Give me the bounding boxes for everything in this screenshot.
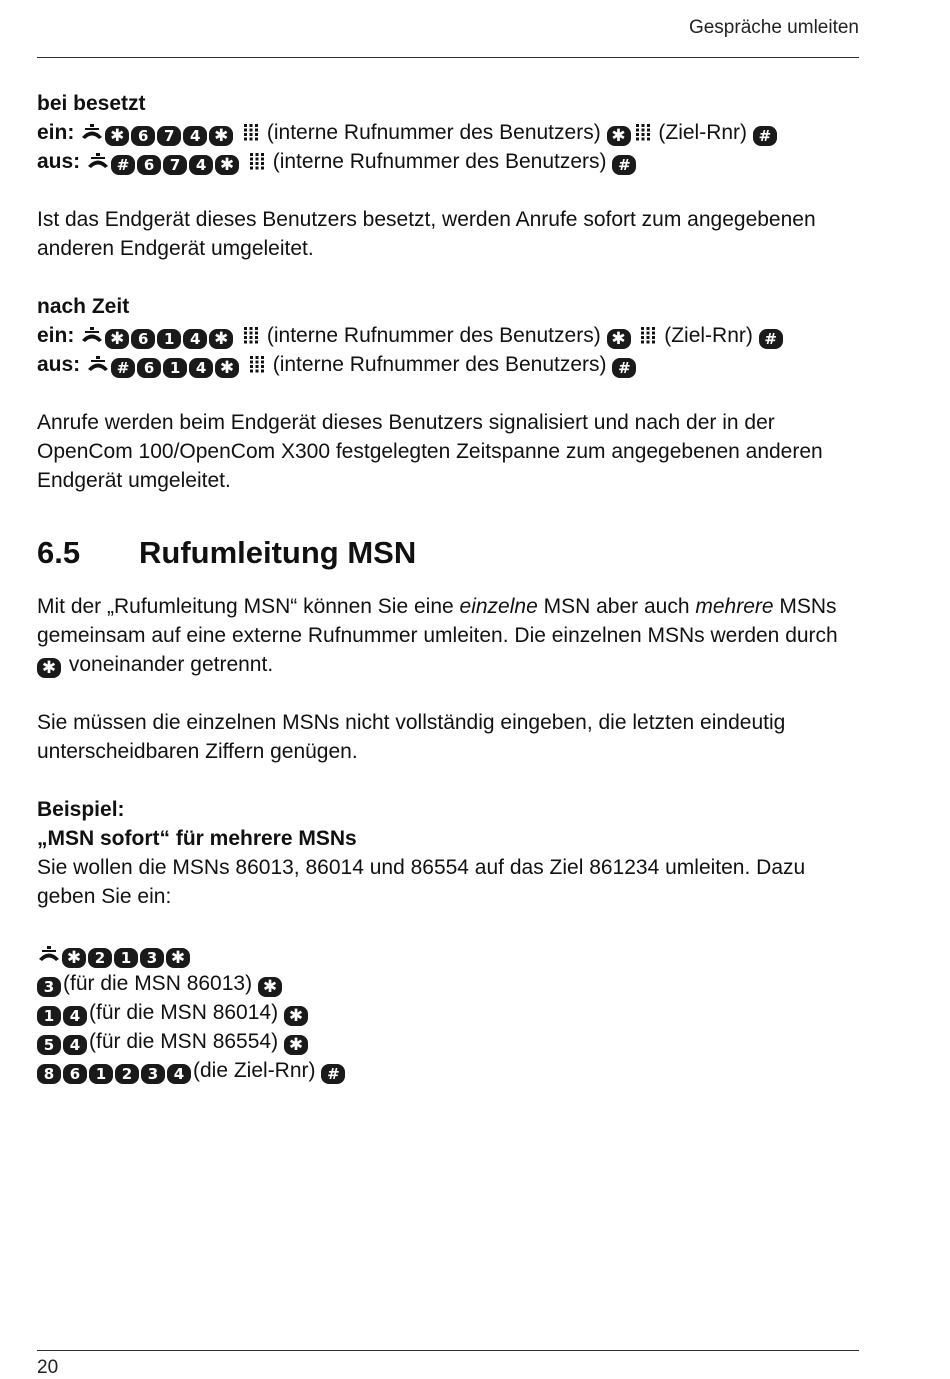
- internal-number-label: (interne Rufnummer des Benutzers): [272, 150, 607, 173]
- keypad-grid-icon: [635, 123, 651, 141]
- msn3-label: (für die MSN 86554): [89, 1030, 279, 1053]
- key-hash: #: [753, 126, 777, 146]
- key-hash: #: [759, 329, 783, 349]
- page-number: 20: [37, 1357, 59, 1378]
- example-step-msn2: [37, 998, 859, 1027]
- key-4: 4: [63, 1035, 87, 1055]
- timed-forwarding-block: [37, 292, 859, 379]
- section-intro: [37, 592, 859, 679]
- msn2-label: (für die MSN 86014): [89, 1001, 279, 1024]
- key-1: 1: [114, 948, 138, 968]
- key-star: ✱: [607, 126, 631, 146]
- example-step-msn3: [37, 1027, 859, 1056]
- example-step-target: [37, 1056, 859, 1085]
- handset-lift-icon: [37, 944, 61, 964]
- key-star: ✱: [607, 329, 631, 349]
- key-6: 6: [63, 1064, 87, 1084]
- example-step-start: [37, 940, 859, 969]
- key-3: 3: [141, 1064, 165, 1084]
- key-hash: #: [111, 155, 135, 175]
- timed-description: Anrufe werden beim Endgerät dieses Benutzers signalisiert und nach der in der OpenCom 100/OpenCom X300 festgelegten Zeitspanne zum angegebenen anderen Endgerät umgeleitet.: [37, 411, 823, 492]
- section-title: Rufumleitung MSN: [139, 535, 417, 570]
- section-heading: [37, 533, 859, 573]
- off-label: aus:: [37, 353, 81, 376]
- key-2: 2: [88, 948, 112, 968]
- busy-off-sequence: [37, 147, 859, 176]
- intro-emphasis-multiple: mehrere: [695, 595, 774, 618]
- page-content: [37, 89, 859, 1085]
- msn1-label: (für die MSN 86013): [63, 972, 253, 995]
- intro-emphasis-single: einzelne: [459, 595, 538, 618]
- key-4: 4: [189, 155, 213, 175]
- keypad-grid-icon: [249, 355, 265, 373]
- header-rule: [37, 57, 859, 58]
- key-7: 7: [157, 126, 181, 146]
- partial-digits-note: Sie müssen die einzelnen MSNs nicht vollständig eingeben, die letzten eindeutig unterscheidbaren Ziffern genügen.: [37, 711, 786, 763]
- key-hash: #: [612, 155, 636, 175]
- intro-text-2: MSN aber auch: [537, 595, 696, 618]
- key-hash: #: [321, 1064, 345, 1084]
- target-label: (die Ziel-Rnr): [193, 1059, 316, 1082]
- timed-on-sequence: [37, 321, 859, 350]
- intro-text-3: MSNs gemeinsam auf eine externe Rufnummer umleiten. Die einzelnen MSNs werden durch: [37, 595, 838, 647]
- handset-lift-icon: [80, 325, 104, 345]
- on-label: ein:: [37, 324, 75, 347]
- key-7: 7: [163, 155, 187, 175]
- key-star: ✱: [209, 126, 233, 146]
- key-6: 6: [137, 155, 161, 175]
- example-description: Sie wollen die MSNs 86013, 86014 und 86554 auf das Ziel 861234 umleiten. Dazu geben Sie ein:: [37, 856, 806, 908]
- target-number-label: (Ziel-Rnr): [658, 121, 748, 144]
- busy-title: bei besetzt: [37, 92, 146, 115]
- footer-rule: [37, 1350, 859, 1351]
- document-page: [37, 0, 859, 1378]
- keypad-grid-icon: [243, 326, 259, 344]
- key-star: ✱: [284, 1035, 308, 1055]
- keypad-grid-icon: [249, 152, 265, 170]
- key-hash: #: [612, 358, 636, 378]
- key-1: 1: [157, 329, 181, 349]
- example-label: Beispiel:: [37, 798, 125, 821]
- timed-title: nach Zeit: [37, 295, 130, 318]
- key-2: 2: [115, 1064, 139, 1084]
- key-6: 6: [131, 329, 155, 349]
- key-5: 5: [37, 1035, 61, 1055]
- internal-number-label: (interne Rufnummer des Benutzers): [272, 353, 607, 376]
- key-6: 6: [131, 126, 155, 146]
- key-star: ✱: [284, 1006, 308, 1026]
- key-4: 4: [183, 126, 207, 146]
- key-star: ✱: [215, 358, 239, 378]
- internal-number-label: (interne Rufnummer des Benutzers): [266, 324, 601, 347]
- busy-forwarding-block: [37, 89, 859, 176]
- key-4: 4: [167, 1064, 191, 1084]
- key-4: 4: [189, 358, 213, 378]
- key-star: ✱: [258, 977, 282, 997]
- handset-lift-icon: [80, 122, 104, 142]
- internal-number-label: (interne Rufnummer des Benutzers): [266, 121, 601, 144]
- handset-lift-icon: [86, 151, 110, 171]
- key-star: ✱: [215, 155, 239, 175]
- on-label: ein:: [37, 121, 75, 144]
- key-star: ✱: [62, 948, 86, 968]
- key-3: 3: [140, 948, 164, 968]
- intro-text-4: voneinander getrennt.: [63, 653, 274, 676]
- key-1: 1: [89, 1064, 113, 1084]
- example-subtitle: „MSN sofort“ für mehrere MSNs: [37, 827, 357, 850]
- running-header: Gespräche umleiten: [688, 17, 859, 38]
- key-star: ✱: [166, 948, 190, 968]
- key-star: ✱: [37, 658, 61, 678]
- off-label: aus:: [37, 150, 81, 173]
- key-4: 4: [183, 329, 207, 349]
- key-6: 6: [137, 358, 161, 378]
- intro-text-1: Mit der „Rufumleitung MSN“ können Sie eine: [37, 595, 460, 618]
- key-star: ✱: [105, 329, 129, 349]
- key-star: ✱: [209, 329, 233, 349]
- handset-lift-icon: [86, 354, 110, 374]
- key-star: ✱: [105, 126, 129, 146]
- key-4: 4: [63, 1006, 87, 1026]
- key-3: 3: [37, 977, 61, 997]
- key-8: 8: [37, 1064, 61, 1084]
- target-number-label: (Ziel-Rnr): [664, 324, 753, 347]
- example-step-msn1: [37, 969, 859, 998]
- example-block: [37, 795, 859, 1085]
- busy-on-sequence: [37, 118, 859, 147]
- section-number: 6.5: [37, 535, 81, 570]
- keypad-grid-icon: [243, 123, 259, 141]
- keypad-grid-icon: [640, 326, 656, 344]
- busy-description: Ist das Endgerät dieses Benutzers besetzt, werden Anrufe sofort zum angegebenen anderen Endgerät umgeleitet.: [37, 208, 816, 260]
- key-1: 1: [163, 358, 187, 378]
- timed-off-sequence: [37, 350, 859, 379]
- key-1: 1: [37, 1006, 61, 1026]
- key-hash: #: [111, 358, 135, 378]
